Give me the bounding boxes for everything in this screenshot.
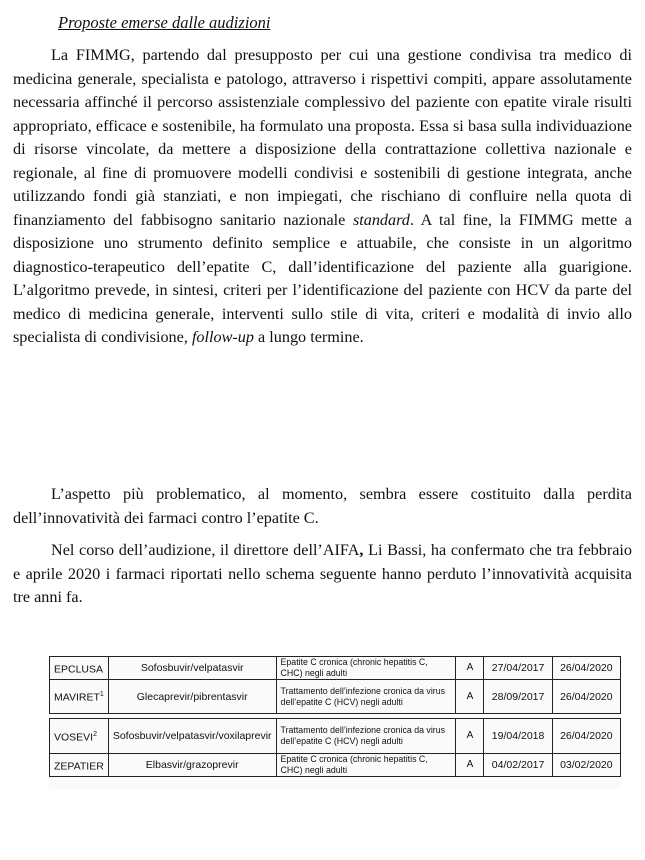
start-date-cell: 28/09/2017 bbox=[484, 680, 552, 714]
start-date-cell: 19/04/2018 bbox=[484, 719, 552, 754]
class-cell: A bbox=[456, 754, 484, 777]
paragraph-aifa-text-1: Nel corso dell’audizione, il direttore dell’AIFA bbox=[51, 541, 360, 559]
paragraph-innovativita bbox=[13, 483, 632, 530]
class-cell: A bbox=[456, 719, 484, 754]
paragraph-aifa-comma: , bbox=[359, 541, 364, 559]
drug-table-image bbox=[49, 656, 621, 789]
italic-standard: standard bbox=[352, 210, 410, 229]
indication-cell: Trattamento dell’infezione cronica da virus dell’epatite C (HCV) negli adulti bbox=[276, 719, 456, 754]
end-date-cell: 26/04/2020 bbox=[552, 657, 620, 680]
paragraph-fimmg-text-3: a lungo termine. bbox=[254, 328, 364, 346]
table-row bbox=[50, 657, 621, 680]
active-ingredient-cell: Elbasvir/grazoprevir bbox=[108, 754, 276, 777]
paragraph-fimmg-text-2: . A tal fine, la FIMMG mette a disposizione uno strumento definito semplice e attuabile, che consiste in un algoritmo diagnostico-terapeutico dell’epatite C, dall’identificazione del paziente alla guarigione. L’algoritmo prevede, in sintesi, criteri per l’identificazione del paziente con HCV da parte del medico di medicina generale, interventi sullo stile di vita, criteri e modalità di invio allo specialista di condivisione, bbox=[13, 210, 632, 346]
table-row bbox=[50, 680, 621, 714]
start-date-cell: 04/02/2017 bbox=[484, 754, 552, 777]
section-heading: Proposte emerse dalle audizioni bbox=[58, 13, 271, 32]
paragraph-aifa-text-2: Li Bassi, ha confermato che tra febbraio e aprile 2020 i farmaci riportati nello schema seguente hanno perduto l’innovatività acquisita tre anni fa. bbox=[13, 541, 632, 606]
brand-cell: MAVIRET$^1$ bbox=[50, 680, 109, 714]
indication-cell: Epatite C cronica (chronic hepatitis C, CHC) negli adulti bbox=[276, 754, 456, 777]
end-date-cell: 26/04/2020 bbox=[552, 719, 620, 754]
end-date-cell: 03/02/2020 bbox=[552, 754, 620, 777]
paragraph-fimmg bbox=[13, 44, 632, 350]
indication-cell: Epatite C cronica (chronic hepatitis C, CHC) negli adulti bbox=[276, 657, 456, 680]
active-ingredient-cell: Sofosbuvir/velpatasvir/voxilaprevir bbox=[108, 719, 276, 754]
table-row bbox=[50, 754, 621, 777]
italic-follow-up: follow-up bbox=[191, 328, 254, 346]
brand-cell: VOSEVI$^2$ bbox=[50, 719, 109, 754]
paragraph-aifa bbox=[13, 539, 632, 610]
brand-cell: ZEPATIER bbox=[50, 754, 109, 777]
end-date-cell: 26/04/2020 bbox=[552, 680, 620, 714]
start-date-cell: 27/04/2017 bbox=[484, 657, 552, 680]
brand-cell: EPCLUSA bbox=[50, 657, 109, 680]
class-cell: A bbox=[456, 657, 484, 680]
paragraph-innovativita-text: L’aspetto più problematico, al momento, sembra essere costituito dalla perdita dell’innovatività dei farmaci contro l’epatite C. bbox=[13, 485, 632, 527]
active-ingredient-cell: Glecaprevir/pibrentasvir bbox=[108, 680, 276, 714]
class-cell: A bbox=[456, 680, 484, 714]
indication-cell: Trattamento dell’infezione cronica da virus dell’epatite C (HCV) negli adulti bbox=[276, 680, 456, 714]
active-ingredient-cell: Sofosbuvir/velpatasvir bbox=[108, 657, 276, 680]
drug-table bbox=[49, 656, 621, 777]
table-row bbox=[50, 719, 621, 754]
paragraph-fimmg-text-1: La FIMMG, partendo dal presupposto per cui una gestione condivisa tra medico di medicina generale, specialista e patologo, attraverso i rispettivi compiti, appare assolutamente necessaria affinché il percorso assistenziale complessivo del paziente con epatite virale risulti appropriato, efficace e sostenibile, ha formulato una proposta. Essa si basa sulla individuazione di risorse vincolate, da mettere a disposizione della contrattazione collettiva nazionale e regionale, al fine di promuovere modelli condivisi e sostenibili di gestione integrata, anche utilizzando fondi già stanziati, e non impiegati, che rischiano di confluire nella quota di finanziamento del fabbisogno sanitario nazionale bbox=[13, 46, 632, 229]
